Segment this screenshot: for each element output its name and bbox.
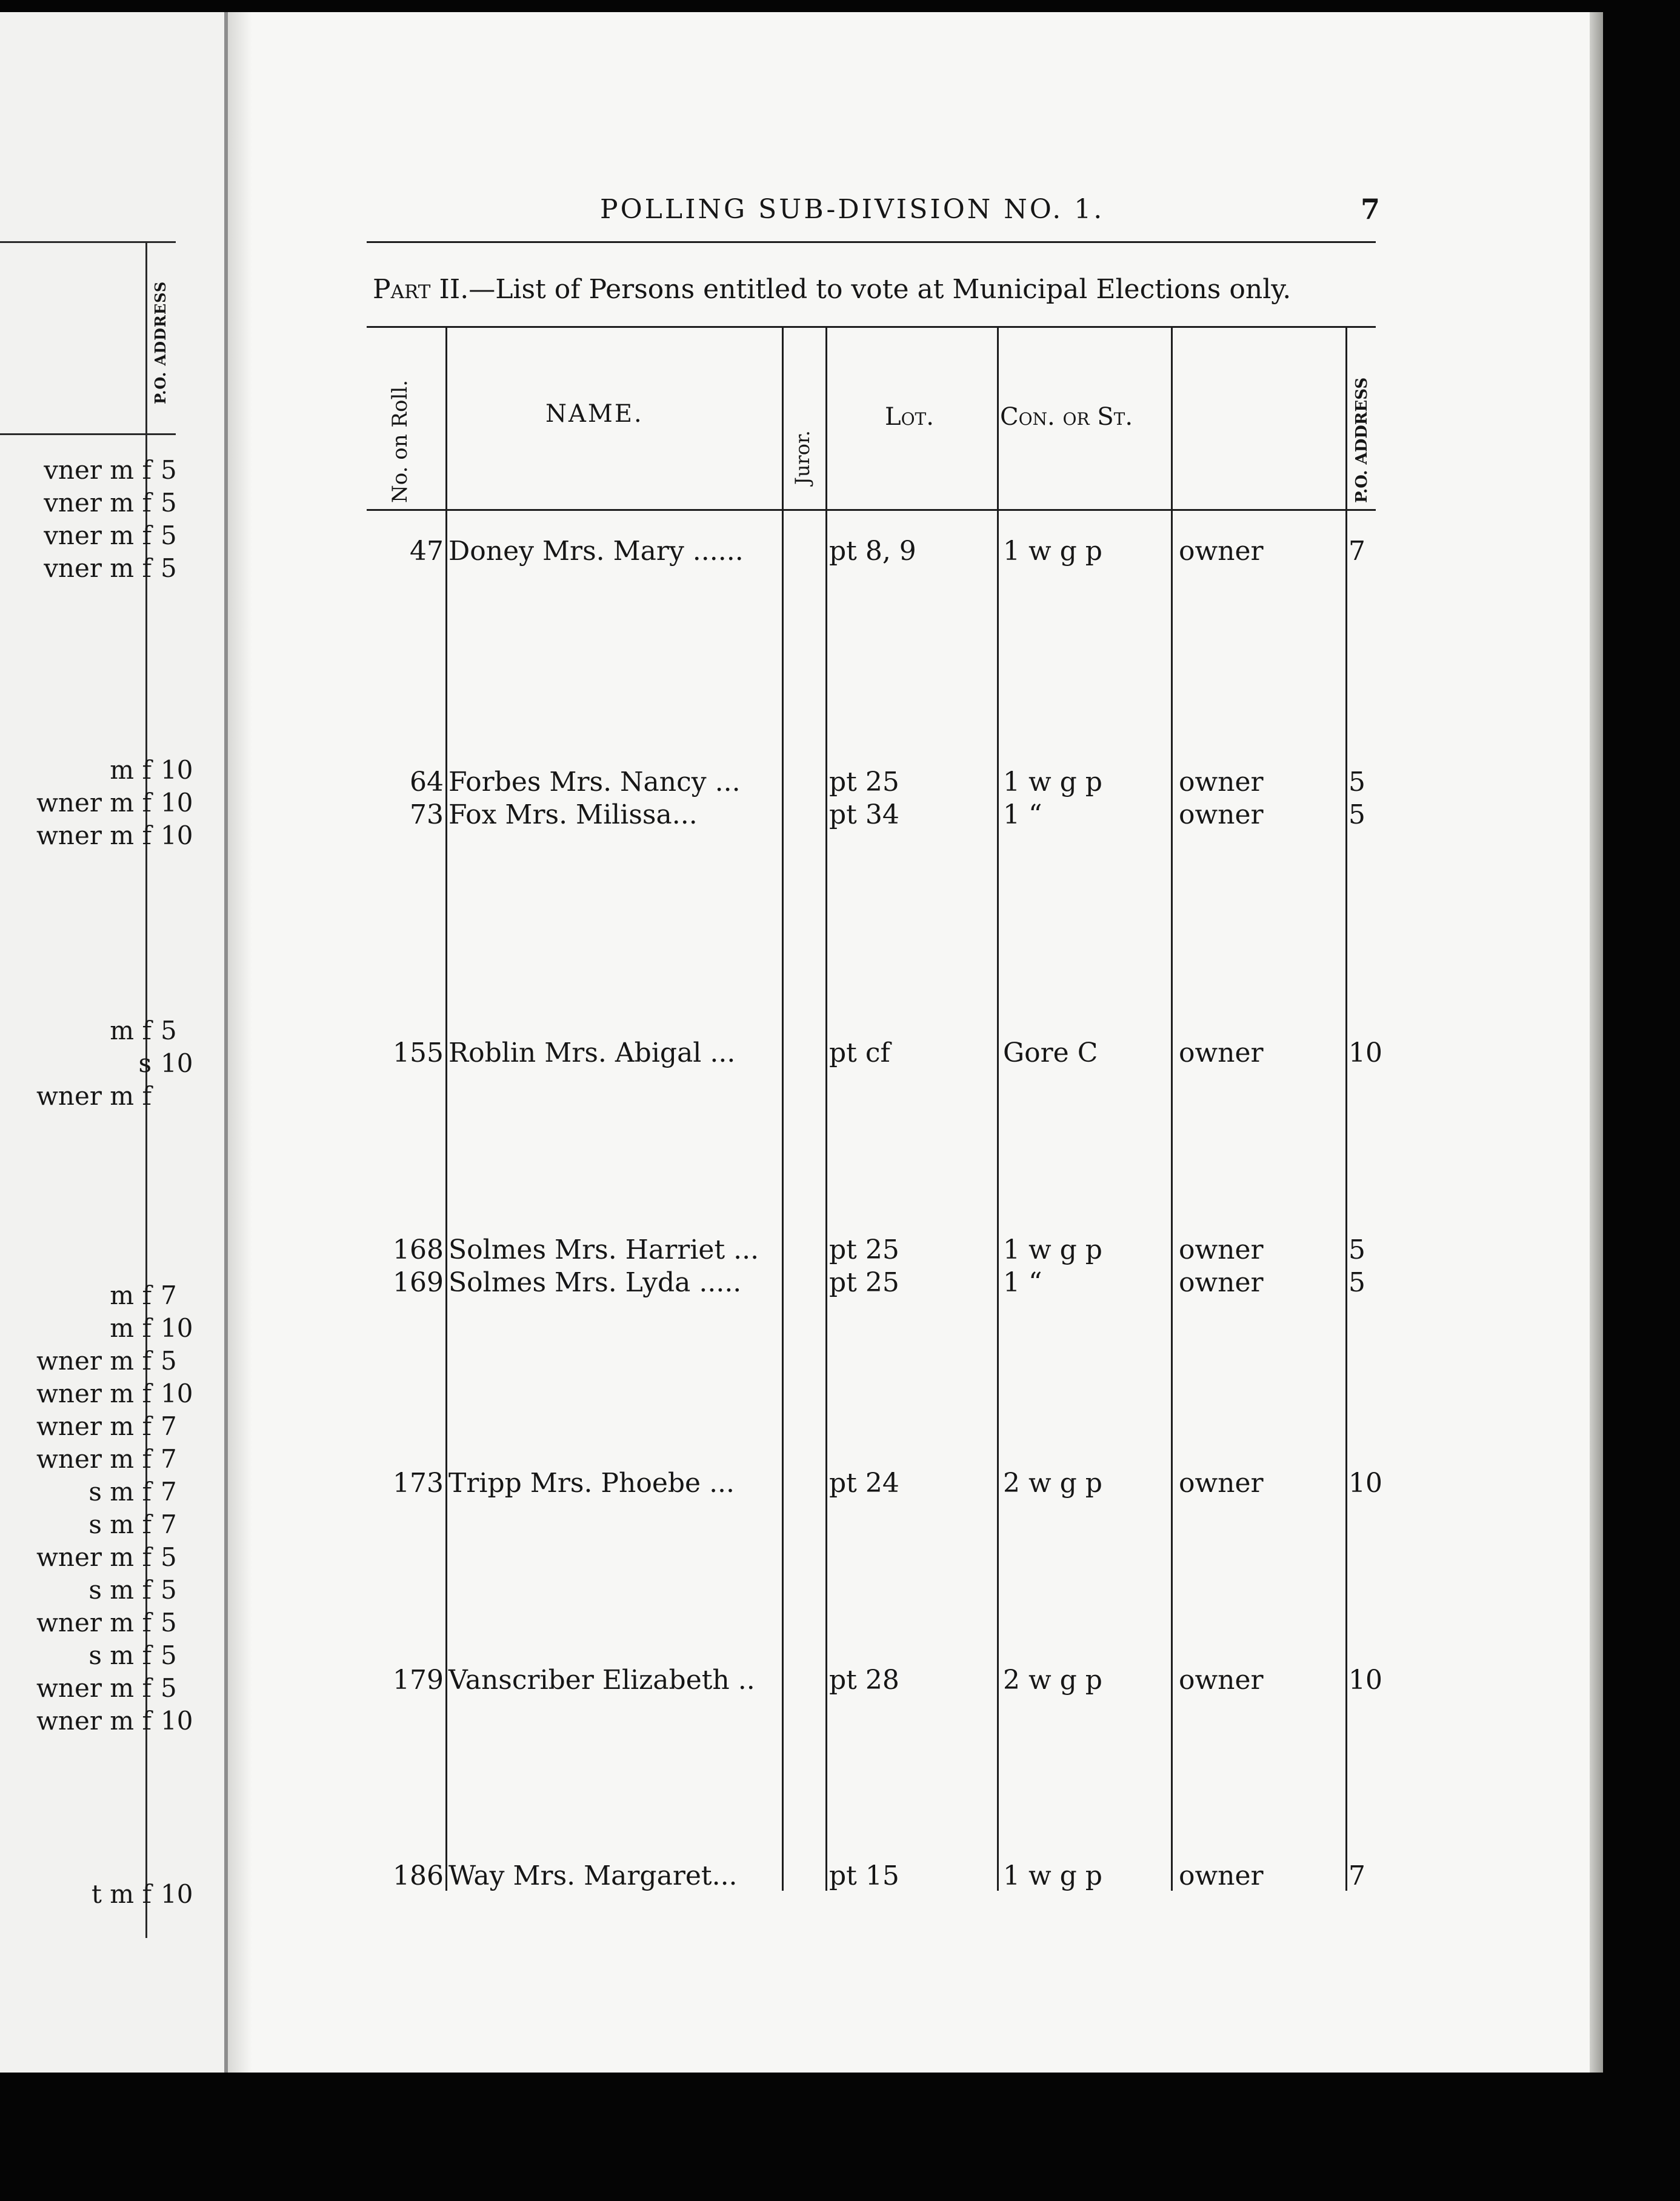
left-page-row-po: 10 bbox=[161, 755, 193, 785]
left-page-row-po: 5 bbox=[161, 553, 177, 583]
concession: 1 w g p bbox=[1003, 1860, 1102, 1891]
left-page-row bbox=[0, 520, 218, 551]
table-row bbox=[364, 1036, 1382, 1070]
header-juror: Juror. bbox=[791, 430, 814, 485]
roll-number: 173 bbox=[393, 1468, 444, 1499]
left-page-row-text: wner m f bbox=[36, 1379, 152, 1408]
roll-number: 155 bbox=[393, 1037, 444, 1068]
left-page-row bbox=[0, 1640, 218, 1671]
left-page-row-text: s m f bbox=[88, 1477, 152, 1507]
left-page-row-po: 5 bbox=[161, 455, 177, 485]
left-page-row bbox=[0, 1411, 218, 1442]
left-page-row-po: 7 bbox=[161, 1411, 177, 1441]
left-page-row-text: m f bbox=[110, 1016, 152, 1045]
left-page-row-po: 7 bbox=[161, 1477, 177, 1507]
left-page-row-po: 5 bbox=[161, 1640, 177, 1670]
left-page-row bbox=[0, 1313, 218, 1344]
left-page-row-po: 5 bbox=[161, 1608, 177, 1637]
person-name: Fox Mrs. Milissa... bbox=[448, 799, 698, 830]
concession: 1 w g p bbox=[1003, 536, 1102, 567]
left-page-row-po: 5 bbox=[161, 488, 177, 518]
left-page-row bbox=[0, 1443, 218, 1475]
person-name: Solmes Mrs. Lyda ..... bbox=[448, 1267, 742, 1298]
po-address: 10 bbox=[1348, 1037, 1382, 1068]
left-page-row-po: 5 bbox=[161, 1542, 177, 1572]
left-page-row-text: wner m f bbox=[36, 1081, 152, 1111]
left-page-row-text: s bbox=[138, 1048, 152, 1078]
status: owner bbox=[1179, 1037, 1264, 1068]
left-page-row-text: m f bbox=[110, 1280, 152, 1310]
lot: pt 34 bbox=[829, 799, 899, 830]
left-page-row-po: 10 bbox=[161, 1313, 193, 1343]
concession: 2 w g p bbox=[1003, 1468, 1102, 1499]
lot: pt 8, 9 bbox=[829, 536, 916, 567]
roll-number: 186 bbox=[393, 1860, 444, 1891]
roll-number: 168 bbox=[393, 1234, 444, 1265]
left-page-row-po: 10 bbox=[161, 1879, 193, 1909]
lot: pt 24 bbox=[829, 1468, 899, 1499]
left-page-row bbox=[0, 1280, 218, 1311]
person-name: Way Mrs. Margaret... bbox=[448, 1860, 738, 1891]
page-subtitle bbox=[373, 274, 1291, 305]
left-page-row-po: 5 bbox=[161, 1575, 177, 1605]
roll-number: 47 bbox=[410, 536, 444, 567]
left-page-row bbox=[0, 553, 218, 584]
lot: pt 25 bbox=[829, 1267, 899, 1298]
page-number: 7 bbox=[1361, 193, 1381, 225]
left-page-row-po: 10 bbox=[161, 821, 193, 850]
header-bottom-rule bbox=[367, 509, 1376, 511]
left-page-row-po: 10 bbox=[161, 1048, 193, 1078]
page-title: POLLING SUB-DIVISION NO. 1. bbox=[600, 194, 1105, 225]
left-page-row bbox=[0, 1542, 218, 1573]
left-page-row-po: 7 bbox=[161, 1444, 177, 1474]
table-row bbox=[364, 534, 1382, 568]
status: owner bbox=[1179, 536, 1264, 567]
left-page-row-po: 5 bbox=[161, 1346, 177, 1376]
left-page-row bbox=[0, 820, 218, 851]
po-address: 7 bbox=[1348, 536, 1365, 567]
left-page-header-rule bbox=[0, 433, 176, 435]
po-address: 5 bbox=[1348, 767, 1365, 797]
header-po: P.O. ADDRESS bbox=[1353, 377, 1371, 503]
left-page-row-text: wner m f bbox=[36, 1411, 152, 1441]
left-page-row bbox=[0, 1607, 218, 1639]
left-page-row bbox=[0, 1048, 218, 1079]
left-page-row-text: m f bbox=[110, 755, 152, 785]
left-page-row bbox=[0, 1378, 218, 1410]
table-row bbox=[364, 1233, 1382, 1267]
po-address: 5 bbox=[1348, 1267, 1365, 1298]
po-address: 10 bbox=[1348, 1665, 1382, 1696]
po-address: 5 bbox=[1348, 799, 1365, 830]
left-page-row bbox=[0, 1015, 218, 1047]
concession: 2 w g p bbox=[1003, 1665, 1102, 1696]
left-page-row-po: 5 bbox=[161, 1016, 177, 1045]
left-page-row bbox=[0, 1673, 218, 1704]
person-name: Solmes Mrs. Harriet ... bbox=[448, 1234, 759, 1265]
subtitle-text: —List of Persons entitled to vote at Municipal Elections only. bbox=[468, 274, 1292, 305]
header-roll: No. on Roll. bbox=[388, 379, 412, 503]
left-page-row-po: 5 bbox=[161, 1673, 177, 1703]
person-name: Doney Mrs. Mary ...... bbox=[448, 536, 744, 567]
po-address: 10 bbox=[1348, 1468, 1382, 1499]
left-page-row bbox=[0, 487, 218, 519]
header-con: Con. or St. bbox=[1000, 403, 1133, 431]
roll-number: 73 bbox=[410, 799, 444, 830]
table-row bbox=[364, 1266, 1382, 1300]
gutter-shadow bbox=[228, 12, 252, 2073]
left-page-row-text: s m f bbox=[88, 1640, 152, 1670]
status: owner bbox=[1179, 1267, 1264, 1298]
person-name: Vanscriber Elizabeth .. bbox=[448, 1665, 755, 1696]
left-page-row-text: wner m f bbox=[36, 1444, 152, 1474]
concession: Gore C bbox=[1003, 1037, 1098, 1068]
concession: 1 “ bbox=[1003, 1267, 1042, 1298]
left-page-fragment bbox=[0, 12, 228, 2073]
left-page-row-text: wner m f bbox=[36, 1673, 152, 1703]
left-page-row bbox=[0, 1509, 218, 1540]
title-rule bbox=[367, 241, 1376, 243]
lot: pt 15 bbox=[829, 1860, 899, 1891]
left-page-top-rule bbox=[0, 241, 176, 243]
concession: 1 w g p bbox=[1003, 1234, 1102, 1265]
po-address: 5 bbox=[1348, 1234, 1365, 1265]
part-label: Part II. bbox=[373, 274, 469, 305]
header-lot: Lot. bbox=[885, 403, 934, 431]
table-row bbox=[364, 1467, 1382, 1500]
left-page-row bbox=[0, 787, 218, 819]
header-name: NAME. bbox=[545, 400, 644, 428]
table-row bbox=[364, 798, 1382, 832]
left-page-row-text: wner m f bbox=[36, 821, 152, 850]
left-page-row-po: 10 bbox=[161, 1379, 193, 1408]
status: owner bbox=[1179, 1665, 1264, 1696]
status: owner bbox=[1179, 1234, 1264, 1265]
person-name: Forbes Mrs. Nancy ... bbox=[448, 767, 741, 797]
left-page-row bbox=[0, 1345, 218, 1377]
subtitle-rule bbox=[367, 326, 1376, 328]
roll-number: 64 bbox=[410, 767, 444, 797]
left-page-row bbox=[0, 1476, 218, 1508]
roll-number: 179 bbox=[393, 1665, 444, 1696]
left-page-row-text: vner m f bbox=[44, 553, 152, 583]
left-page-row bbox=[0, 455, 218, 486]
lot: pt 25 bbox=[829, 1234, 899, 1265]
status: owner bbox=[1179, 1860, 1264, 1891]
left-page-row-text: s m f bbox=[88, 1575, 152, 1605]
left-page-po-header: P.O. ADDRESS bbox=[152, 281, 169, 404]
left-page-row-text: wner m f bbox=[36, 1346, 152, 1376]
left-page-row-text: wner m f bbox=[36, 788, 152, 817]
left-page-row bbox=[0, 1879, 218, 1910]
left-page-row-po: 7 bbox=[161, 1280, 177, 1310]
status: owner bbox=[1179, 767, 1264, 797]
status: owner bbox=[1179, 1468, 1264, 1499]
left-page-row bbox=[0, 1705, 218, 1737]
table-row bbox=[364, 765, 1382, 799]
left-page-row-text: vner m f bbox=[44, 488, 152, 518]
left-page-row-text: wner m f bbox=[36, 1608, 152, 1637]
left-page-row-text: vner m f bbox=[44, 521, 152, 550]
person-name: Tripp Mrs. Phoebe ... bbox=[448, 1468, 735, 1499]
left-page-row bbox=[0, 754, 218, 786]
left-page-row-po: 10 bbox=[161, 1706, 193, 1736]
person-name: Roblin Mrs. Abigal ... bbox=[448, 1037, 736, 1068]
table-row bbox=[364, 1859, 1382, 1893]
left-page-row-po: 7 bbox=[161, 1510, 177, 1539]
status: owner bbox=[1179, 799, 1264, 830]
ledger-page bbox=[0, 12, 1603, 2073]
page-edge bbox=[1590, 12, 1603, 2073]
left-page-row-po: 10 bbox=[161, 788, 193, 817]
left-page-row-text: wner m f bbox=[36, 1542, 152, 1572]
lot: pt 28 bbox=[829, 1665, 899, 1696]
lot: pt cf bbox=[829, 1037, 890, 1068]
left-page-row-text: m f bbox=[110, 1313, 152, 1343]
roll-number: 169 bbox=[393, 1267, 444, 1298]
left-page-row-text: s m f bbox=[88, 1510, 152, 1539]
left-page-row-text: wner m f bbox=[36, 1706, 152, 1736]
left-page-row-po: 5 bbox=[161, 521, 177, 550]
concession: 1 w g p bbox=[1003, 767, 1102, 797]
po-address: 7 bbox=[1348, 1860, 1365, 1891]
table-row bbox=[364, 1663, 1382, 1697]
lot: pt 25 bbox=[829, 767, 899, 797]
left-page-row bbox=[0, 1574, 218, 1606]
left-page-row-text: vner m f bbox=[44, 455, 152, 485]
left-page-row-text: t m f bbox=[92, 1879, 152, 1909]
concession: 1 “ bbox=[1003, 799, 1042, 830]
left-page-row bbox=[0, 1081, 218, 1112]
